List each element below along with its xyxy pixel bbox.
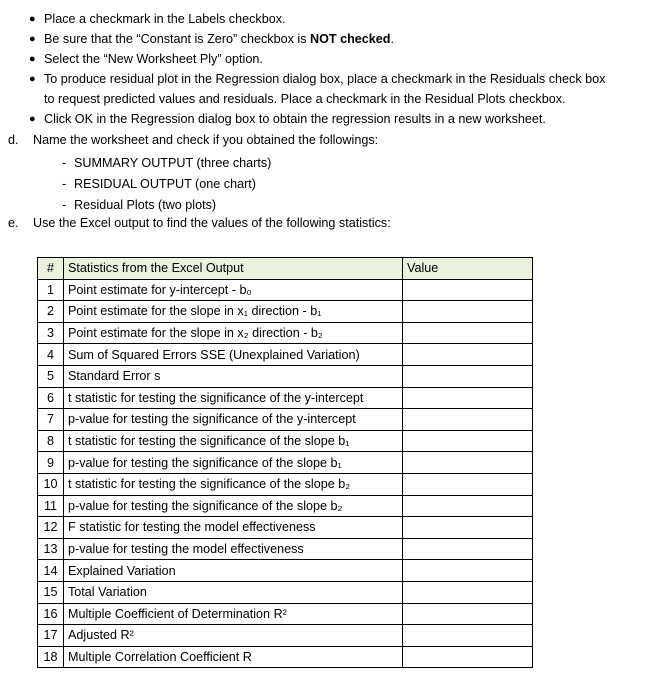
row-statistic: p-value for testing the significance of the slope b₁ (64, 452, 403, 474)
row-value-cell[interactable] (403, 301, 533, 323)
row-value-cell[interactable] (403, 560, 533, 582)
table-row (38, 646, 533, 668)
row-value-cell[interactable] (403, 603, 533, 625)
table-header-row (38, 258, 533, 280)
bullet-item (0, 9, 648, 29)
row-value-cell[interactable] (403, 625, 533, 647)
row-statistic: Point estimate for y-intercept - b₀ (64, 279, 403, 301)
bullet-text: Click OK in the Regression dialog box to obtain the regression results in a new worksheet. (44, 112, 546, 126)
row-statistic: Total Variation (64, 581, 403, 603)
row-statistic: Standard Error s (64, 365, 403, 387)
row-statistic: p-value for testing the significance of the y-intercept (64, 409, 403, 431)
bullet-item (0, 69, 648, 109)
bullet-icon: ● (29, 33, 36, 45)
row-value-cell[interactable] (403, 322, 533, 344)
bullet-text (44, 29, 648, 49)
row-statistic: Adjusted R² (64, 625, 403, 647)
instruction-bullets (0, 9, 648, 129)
checklist-text: Residual Plots (two plots) (74, 198, 217, 212)
dash-marker: - (62, 177, 67, 191)
bullet-text-post: . (390, 32, 394, 46)
row-number: 18 (38, 646, 64, 668)
step-letter: d. (8, 133, 19, 147)
row-value-cell[interactable] (403, 495, 533, 517)
row-value-cell[interactable] (403, 581, 533, 603)
row-number: 13 (38, 538, 64, 560)
table-row (38, 387, 533, 409)
header-statistic: Statistics from the Excel Output (64, 258, 403, 280)
row-value-cell[interactable] (403, 538, 533, 560)
row-number: 8 (38, 430, 64, 452)
row-statistic: t statistic for testing the significance of the y-intercept (64, 387, 403, 409)
row-statistic: Explained Variation (64, 560, 403, 582)
bullet-icon: ● (29, 73, 36, 85)
bullet-text-line2: to request predicted values and residuals. Place a checkmark in the Residual Plots checkbox. (44, 92, 566, 106)
table-row (38, 279, 533, 301)
row-statistic: p-value for testing the model effectiveness (64, 538, 403, 560)
row-value-cell[interactable] (403, 452, 533, 474)
bullet-text: Place a checkmark in the Labels checkbox. (44, 12, 286, 26)
statistics-table-body (38, 258, 533, 668)
bullet-item (0, 109, 648, 129)
table-row (38, 430, 533, 452)
row-statistic: t statistic for testing the significance of the slope b₂ (64, 473, 403, 495)
table-row (38, 560, 533, 582)
row-value-cell[interactable] (403, 365, 533, 387)
table-row (38, 409, 533, 431)
row-statistic: Multiple Correlation Coefficient R (64, 646, 403, 668)
row-number: 9 (38, 452, 64, 474)
table-row (38, 517, 533, 539)
table-row (38, 625, 533, 647)
table-row (38, 538, 533, 560)
row-value-cell[interactable] (403, 344, 533, 366)
row-value-cell[interactable] (403, 646, 533, 668)
bullet-icon: ● (29, 113, 36, 125)
row-number: 16 (38, 603, 64, 625)
table-row (38, 322, 533, 344)
bullet-icon: ● (29, 53, 36, 65)
row-number: 2 (38, 301, 64, 323)
row-statistic: Point estimate for the slope in x₁ direction - b₁ (64, 301, 403, 323)
bullet-text-line1: To produce residual plot in the Regression dialog box, place a checkmark in the Residuals check box (44, 72, 606, 86)
row-value-cell[interactable] (403, 279, 533, 301)
bullet-icon: ● (29, 13, 36, 25)
row-statistic: Multiple Coefficient of Determination R² (64, 603, 403, 625)
checklist-text: RESIDUAL OUTPUT (one chart) (74, 177, 256, 191)
bullet-text-pre: Be sure that the “Constant is Zero” checkbox is (44, 32, 310, 46)
row-number: 1 (38, 279, 64, 301)
row-number: 15 (38, 581, 64, 603)
row-number: 5 (38, 365, 64, 387)
row-statistic: Sum of Squared Errors SSE (Unexplained Variation) (64, 344, 403, 366)
step-text: Name the worksheet and check if you obtained the followings: (33, 133, 379, 147)
dash-marker: - (62, 198, 67, 212)
table-row (38, 301, 533, 323)
table-row (38, 452, 533, 474)
table-row (38, 581, 533, 603)
row-number: 12 (38, 517, 64, 539)
row-number: 17 (38, 625, 64, 647)
header-number: # (38, 258, 64, 280)
row-number: 14 (38, 560, 64, 582)
row-number: 3 (38, 322, 64, 344)
table-row (38, 365, 533, 387)
row-statistic: Point estimate for the slope in x₂ direction - b₂ (64, 322, 403, 344)
row-value-cell[interactable] (403, 517, 533, 539)
row-number: 6 (38, 387, 64, 409)
step-letter: e. (8, 216, 19, 230)
bullet-text: Select the “New Worksheet Ply” option. (44, 52, 263, 66)
table-row (38, 603, 533, 625)
row-statistic: t statistic for testing the significance of the slope b₁ (64, 430, 403, 452)
header-value: Value (403, 258, 533, 280)
row-number: 10 (38, 473, 64, 495)
table-row (38, 344, 533, 366)
table-row (38, 495, 533, 517)
row-statistic: p-value for testing the significance of the slope b₂ (64, 495, 403, 517)
row-number: 4 (38, 344, 64, 366)
row-value-cell[interactable] (403, 409, 533, 431)
bullet-item (0, 29, 648, 49)
row-value-cell[interactable] (403, 430, 533, 452)
table-row (38, 473, 533, 495)
dash-marker: - (62, 156, 67, 170)
row-number: 7 (38, 409, 64, 431)
row-value-cell[interactable] (403, 473, 533, 495)
step-text: Use the Excel output to find the values of the following statistics: (33, 216, 391, 230)
row-value-cell[interactable] (403, 387, 533, 409)
checklist-text: SUMMARY OUTPUT (three charts) (74, 156, 272, 170)
row-statistic: F statistic for testing the model effectiveness (64, 517, 403, 539)
bullet-item (0, 49, 648, 69)
row-number: 11 (38, 495, 64, 517)
statistics-table (37, 257, 533, 668)
bullet-text-bold: NOT checked (310, 32, 391, 46)
